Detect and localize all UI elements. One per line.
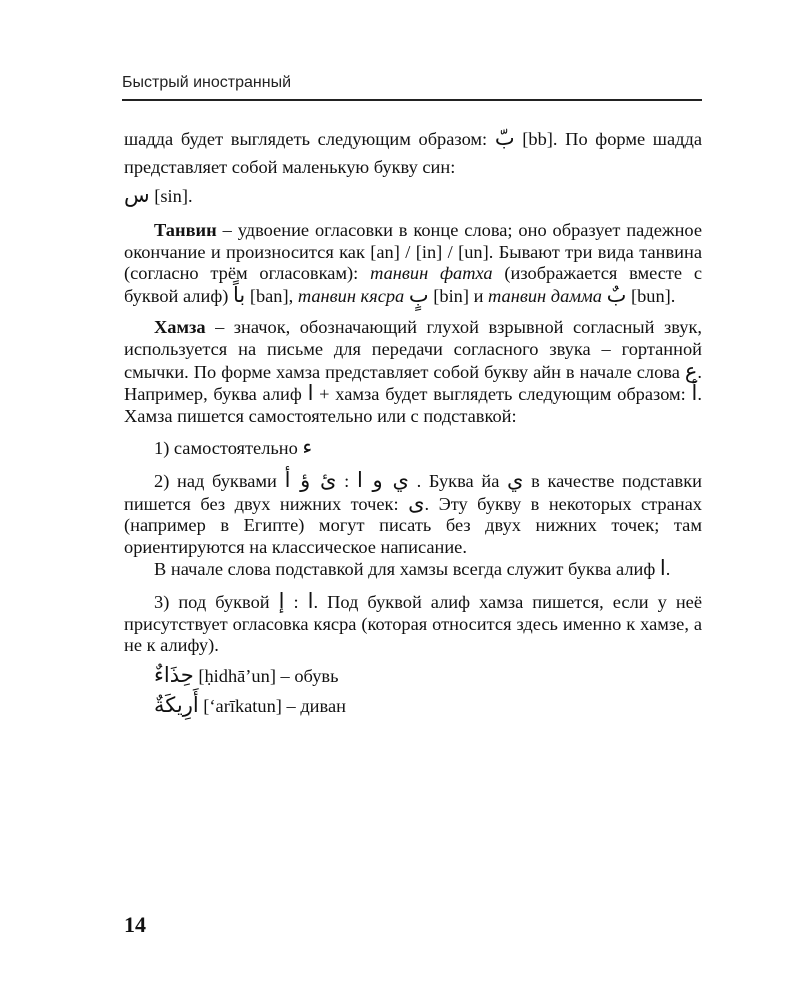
term-tanwin: Танвин: [154, 220, 217, 240]
arabic-example: ا: [307, 588, 314, 613]
example-word: [124, 695, 702, 718]
italic-term: танвин фатха: [370, 263, 493, 284]
paragraph-hamza: [124, 317, 702, 427]
text-span: – удвоение огласовки в конце слова; оно образует падежное окончание и произносится как [an] / [in] / [un]. Бывают три вида танвина (согласно трём огласовкам):: [124, 220, 702, 284]
text-span: . Хамза пишется самостоятельно или с подставкой:: [124, 384, 702, 426]
text-span: 1) самостоятельно: [154, 438, 303, 459]
arabic-example: ى: [408, 490, 425, 515]
text-span: :: [336, 470, 357, 491]
paragraph-shadda: [124, 124, 702, 181]
list-item-1: [124, 437, 702, 460]
example-meaning: – обувь: [275, 665, 339, 686]
example-transliteration: [‘arīkatun]: [203, 696, 282, 717]
arabic-example: بٌ: [606, 282, 627, 307]
text-span: 2) над буквами: [154, 470, 285, 491]
arabic-example: بٍ: [408, 282, 429, 307]
text-span: .: [665, 559, 671, 580]
italic-term: танвин кясра: [297, 285, 405, 306]
italic-term: танвин дамма: [488, 285, 602, 306]
text-span: [bun].: [626, 285, 676, 306]
text-span: . Буква йа: [408, 470, 508, 491]
text-span: в качестве подставки пишется без двух нижних точек:: [124, 470, 702, 514]
example-transliteration: [ḥidhā’un]: [198, 665, 276, 686]
paragraph-alif: [124, 558, 702, 581]
list-item-2: [124, 467, 702, 558]
arabic-example: ع: [684, 358, 698, 383]
text-span: . Под буквой алиф хамза пишется, если у неё присутствует огласовка кясра (которая относится здесь именно к хамзе, а не к алифу).: [124, 591, 702, 656]
text-span: В начале слова подставкой для хамзы всегда служит буква алиф: [154, 559, 660, 580]
arabic-example: إ: [278, 588, 285, 613]
header-rule: [122, 99, 702, 101]
arabic-example: ي: [507, 467, 524, 492]
main-text: [124, 124, 702, 718]
text-span: . Эту букву в некоторых странах (например в Египте) могут писать без двух нижних точек; там ориентируются на классическое написание.: [124, 493, 702, 557]
arabic-example: ا: [307, 381, 314, 406]
text-span: [bb]. По форме шадда представляет собой маленькую букву син:: [124, 129, 702, 177]
example-meaning: – диван: [281, 696, 346, 717]
running-header: Быстрый иностранный: [122, 74, 292, 91]
text-span: – значок, обозначающий глухой взрывной согласный звук, используется на письме для передачи согласного звука – гортанной смычки. По форме хамза представляет собой букву айн в начале слова: [124, 317, 702, 382]
text-span: + хамза будет выглядеть следующим образом:: [313, 384, 692, 405]
text-span: (изображается вместе с буквой алиф): [124, 263, 702, 306]
list-item-3: [124, 588, 702, 657]
arabic-example: ء: [302, 435, 313, 460]
text-span: [sin].: [149, 186, 193, 206]
arabic-example: ا: [659, 556, 666, 581]
text-span: 3) под буквой: [154, 591, 279, 612]
example-word: [124, 662, 702, 688]
arabic-example: ئ ؤ أ: [284, 467, 337, 492]
text-span: [bin] и: [428, 285, 489, 306]
arabic-example: باً: [232, 282, 246, 307]
arabic-example: بّ: [494, 126, 515, 150]
text-span: :: [284, 591, 308, 612]
paragraph-tanwin: [124, 220, 702, 307]
page-number: 14: [124, 912, 146, 937]
text-span: [ban],: [245, 285, 298, 306]
term-hamza: Хамза: [154, 317, 206, 338]
arabic-example: ي و ا: [356, 467, 409, 492]
arabic-example: س: [124, 183, 150, 207]
example-arabic: حِذَاءٌ: [154, 662, 194, 687]
text-span: шадда будет выглядеть следующим образом:: [124, 129, 495, 149]
arabic-example: أ: [691, 381, 698, 406]
example-arabic: أَرِيكَةٌ: [154, 693, 199, 718]
text-span: . Например, буква алиф: [124, 361, 702, 405]
paragraph-sin: [124, 181, 702, 210]
